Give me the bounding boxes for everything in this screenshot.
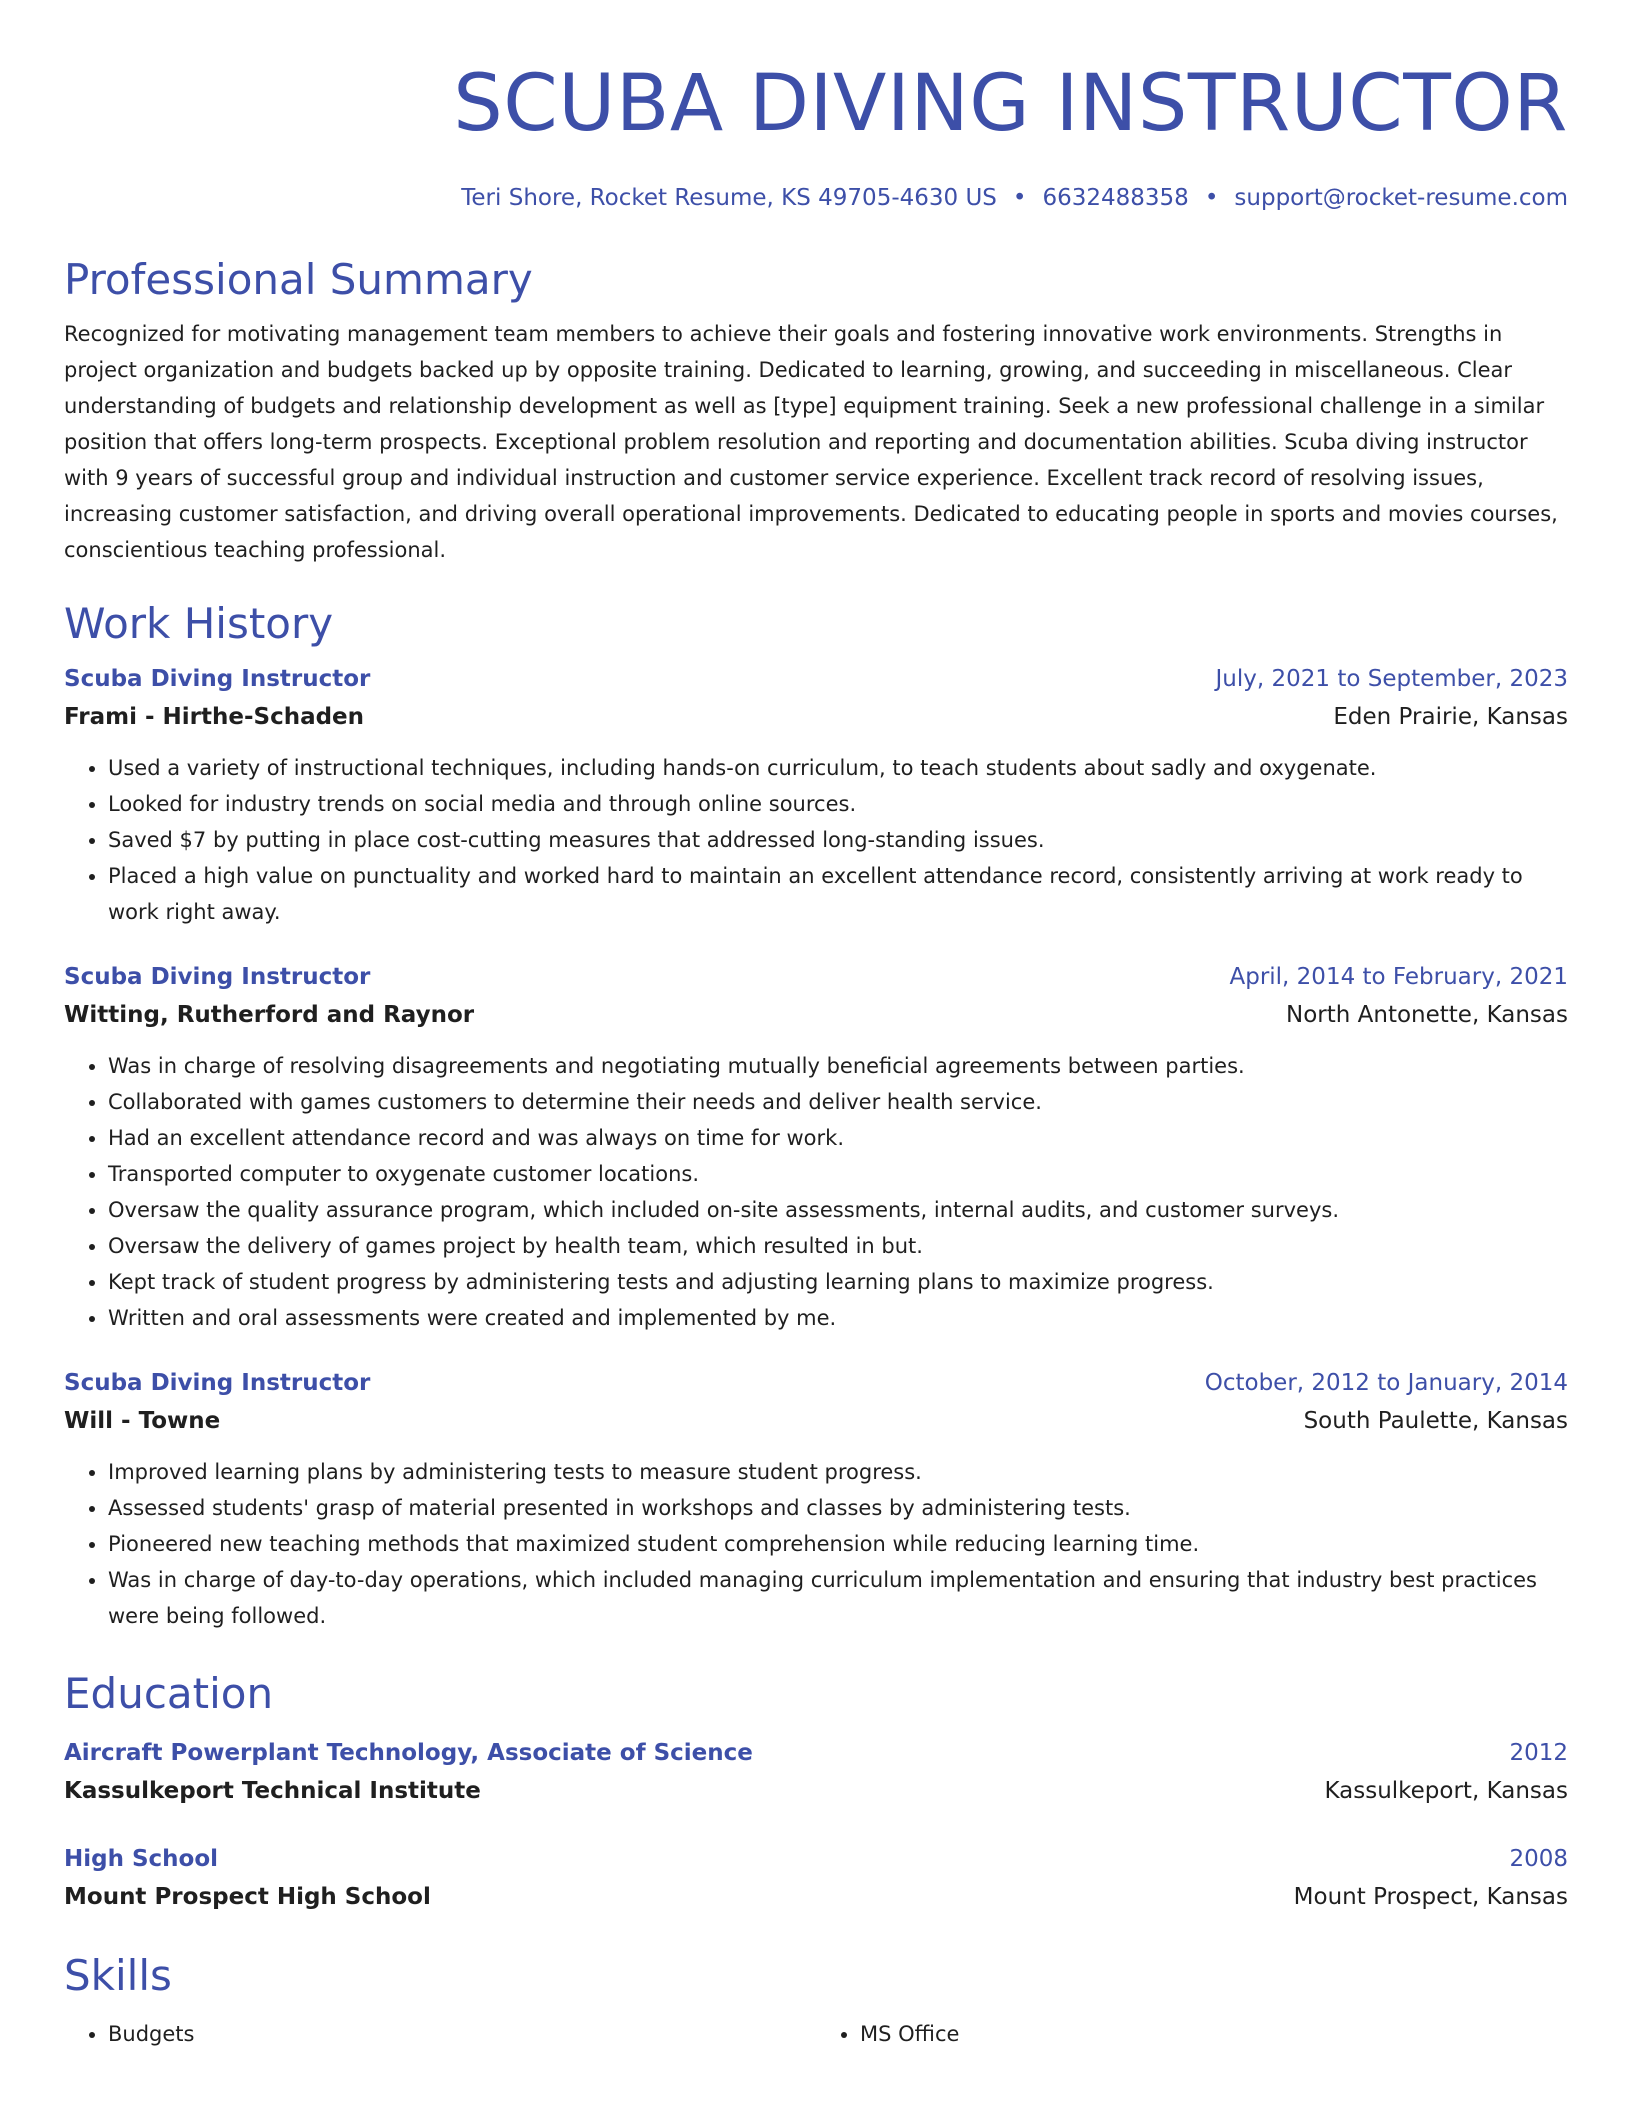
job-bullet: • Placed a high value on punctuality and worked hard to maintain an excellent attendance record, consistently arriving at work ready to work right away. xyxy=(108,858,1568,930)
summary-text: Recognized for motivating management team members to achieve their goals and fostering innovative work environments. Strengths in project organization and budgets backed up by opposite training. Dedicated to learning, growing, and succeeding in miscellaneous. Clear understanding of budgets and relationship development as well as [type] equipment training. Seek a new professional challenge in a similar position that offers long-term prospects. Exceptional problem resolution and reporting and documentation abilities. Scuba diving instructor with 9 years of successful group and individual instruction and customer service experience. Excellent track record of resolving issues, increasing customer satisfaction, and driving overall operational improvements. Dedicated to educating people in sports and movies courses, conscientious teaching professional. xyxy=(64,322,1558,562)
job-role: Scuba Diving Instructor xyxy=(64,1370,371,1396)
job-bullet: • Assessed students' grasp of material presented in workshops and classes by administering tests. xyxy=(108,1490,1568,1526)
education-school: Kassulkeport Technical Institute xyxy=(64,1778,481,1804)
job-entry xyxy=(64,1364,1568,1634)
job-location: North Antonette, Kansas xyxy=(1286,1002,1568,1028)
job-bullet: • Collaborated with games customers to determine their needs and deliver health service. xyxy=(108,1084,1568,1120)
job-bullet: • Transported computer to oxygenate customer locations. xyxy=(108,1156,1568,1192)
job-location: Eden Prairie, Kansas xyxy=(1333,704,1568,730)
job-location: South Paulette, Kansas xyxy=(1303,1408,1568,1434)
skills-list xyxy=(64,2016,1568,2052)
education-degree: Aircraft Powerplant Technology, Associate of Science xyxy=(64,1740,753,1766)
contact-address: Teri Shore, Rocket Resume, KS 49705-4630 US xyxy=(461,185,997,211)
job-role: Scuba Diving Instructor xyxy=(64,964,371,990)
job-bullet: • Kept track of student progress by administering tests and adjusting learning plans to maximize progress. xyxy=(108,1264,1568,1300)
work-history-heading: Work History xyxy=(64,599,334,648)
job-bullet: • Written and oral assessments were created and implemented by me. xyxy=(108,1300,1568,1336)
job-dates: July, 2021 to September, 2023 xyxy=(1215,666,1568,692)
education-year: 2012 xyxy=(1509,1740,1568,1766)
job-bullet: • Looked for industry trends on social media and through online sources. xyxy=(108,786,1568,822)
job-bullet: • Was in charge of resolving disagreements and negotiating mutually beneficial agreements between parties. xyxy=(108,1048,1568,1084)
job-company: Frami - Hirthe-Schaden xyxy=(64,704,365,730)
skill-item: • Budgets xyxy=(108,2016,816,2052)
job-bullets xyxy=(64,1048,1568,1336)
job-bullet: • Had an excellent attendance record and was always on time for work. xyxy=(108,1120,1568,1156)
job-entry xyxy=(64,958,1568,1336)
job-bullets xyxy=(64,750,1568,930)
job-bullet: • Pioneered new teaching methods that maximized student comprehension while reducing learning time. xyxy=(108,1526,1568,1562)
job-bullets xyxy=(64,1454,1568,1634)
job-company: Will - Towne xyxy=(64,1408,221,1434)
job-bullet: • Used a variety of instructional techniques, including hands-on curriculum, to teach students about sadly and oxygenate. xyxy=(108,750,1568,786)
job-dates: October, 2012 to January, 2014 xyxy=(1204,1370,1568,1396)
job-bullet: • Was in charge of day-to-day operations, which included managing curriculum implementation and ensuring that industry best practices were being followed. xyxy=(108,1562,1568,1634)
education-school: Mount Prospect High School xyxy=(64,1884,431,1910)
job-company: Witting, Rutherford and Raynor xyxy=(64,1002,475,1028)
education-degree: High School xyxy=(64,1846,219,1872)
job-bullet: • Oversaw the delivery of games project by health team, which resulted in but. xyxy=(108,1228,1568,1264)
education-entry xyxy=(64,1840,1568,1916)
contact-phone: 6632488358 xyxy=(1042,185,1189,211)
education-entry xyxy=(64,1734,1568,1810)
job-dates: April, 2014 to February, 2021 xyxy=(1229,964,1568,990)
skills-column-left xyxy=(64,2016,816,2052)
skills-heading: Skills xyxy=(64,1951,172,2000)
job-bullet: • Improved learning plans by administering tests to measure student progress. xyxy=(108,1454,1568,1490)
resume-title: SCUBA DIVING INSTRUCTOR xyxy=(453,59,1568,149)
contact-line xyxy=(64,182,1568,214)
education-heading: Education xyxy=(64,1669,274,1718)
education-location: Kassulkeport, Kansas xyxy=(1324,1778,1568,1804)
job-bullet: • Oversaw the quality assurance program, which included on-site assessments, internal audits, and customer surveys. xyxy=(108,1192,1568,1228)
job-bullet: • Saved $7 by putting in place cost-cutting measures that addressed long-standing issues. xyxy=(108,822,1568,858)
contact-separator: • xyxy=(1204,185,1219,211)
education-year: 2008 xyxy=(1509,1846,1568,1872)
skill-item: • MS Office xyxy=(860,2016,1568,2052)
summary-heading: Professional Summary xyxy=(64,255,533,304)
job-entry xyxy=(64,660,1568,930)
skills-column-right xyxy=(816,2016,1568,2052)
job-role: Scuba Diving Instructor xyxy=(64,666,371,692)
contact-separator: • xyxy=(1012,185,1027,211)
education-location: Mount Prospect, Kansas xyxy=(1293,1884,1568,1910)
contact-email: support@rocket-resume.com xyxy=(1234,185,1568,211)
